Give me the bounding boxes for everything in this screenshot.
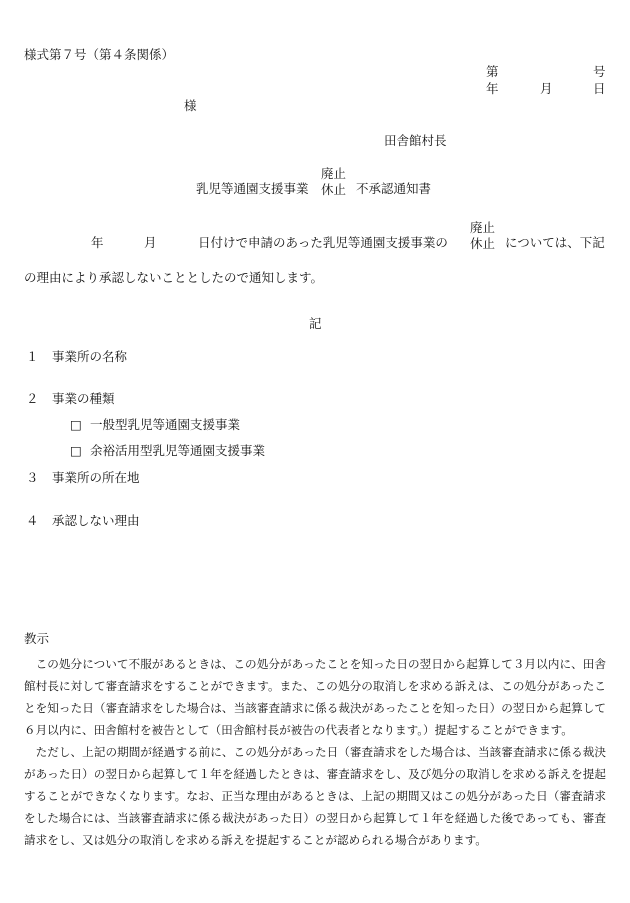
item-3-number: ３ [26, 470, 39, 485]
body-year: 年 [91, 235, 104, 250]
body-option-stack [470, 220, 495, 251]
number-suffix: 号 [593, 64, 606, 79]
number-prefix: 第 [486, 64, 499, 79]
body-text-1: 日付けで申請のあった乳児等通園支援事業の [198, 235, 448, 250]
notice-heading: 教示 [24, 631, 50, 646]
title-option-top: 廃止 [321, 166, 347, 181]
issuer: 田舎館村長 [384, 133, 447, 148]
body-month: 月 [144, 235, 157, 250]
date-day: 日 [593, 81, 606, 96]
notice-paragraph-1: この処分について不服があるときは、この処分があったことを知った日の翌日から起算して３月以内に、田舎館村長に対して審査請求をすることができます。また、この処分の取消しを求める訴えは、この処分があったことを知った日（審査請求をした場合は、当該審査請求に係る裁決があったことを知った日）の翌日から起算して６月以内に、田舎館村を被告として（田舎館村長が被告の代表者となります。）提起することができます。 [24, 657, 606, 737]
title-option-stack [321, 166, 346, 197]
date-year: 年 [486, 81, 499, 96]
option-general-label: 一般型乳児等通園支援事業 [90, 417, 241, 432]
title-suffix: 不承認通知書 [356, 181, 432, 196]
title-option-bottom: 休止 [321, 181, 347, 197]
item-1-number: １ [26, 349, 39, 364]
body-line-2: の理由により承認しないこととしたので通知します。 [24, 270, 324, 285]
option-spare-capacity-label: 余裕活用型乳児等通園支援事業 [90, 443, 266, 458]
item-4-number: ４ [26, 513, 39, 528]
item-4-label: 承認しない理由 [52, 513, 140, 528]
form-label: 様式第７号（第４条関係） [24, 47, 175, 62]
item-2-label: 事業の種類 [52, 391, 115, 406]
item-2-number: ２ [26, 391, 39, 406]
checkbox-spare-capacity[interactable]: □ [70, 443, 82, 458]
body-text-2: については、下記 [505, 235, 605, 250]
addressee-suffix: 様 [184, 98, 197, 113]
notice-paragraph-2: ただし、上記の期間が経過する前に、この処分があった日（審査請求をした場合は、当該審査請求に係る裁決があった日）の翌日から起算して１年を経過したときは、審査請求をし、及び処分の取消しを求める訴えを提起することができなくなります。なお、正当な理由があるときは、上記の期間又はこの処分があった日（審査請求をした場合には、当該審査請求に係る裁決があった日）の翌日から起算して１年を経過した後であっても、審査請求をし、又は処分の取消しを求める訴えを提起することが認められる場合があります。 [24, 745, 606, 847]
title-prefix: 乳児等通園支援事業 [196, 181, 309, 196]
body-option-bottom: 休止 [470, 235, 496, 251]
body-option-top: 廃止 [470, 220, 496, 235]
checkbox-general[interactable]: □ [70, 417, 82, 432]
item-3-label: 事業所の所在地 [52, 470, 140, 485]
date-month: 月 [540, 81, 553, 96]
ki-heading: 記 [309, 316, 322, 331]
item-1-label: 事業所の名称 [52, 349, 128, 364]
